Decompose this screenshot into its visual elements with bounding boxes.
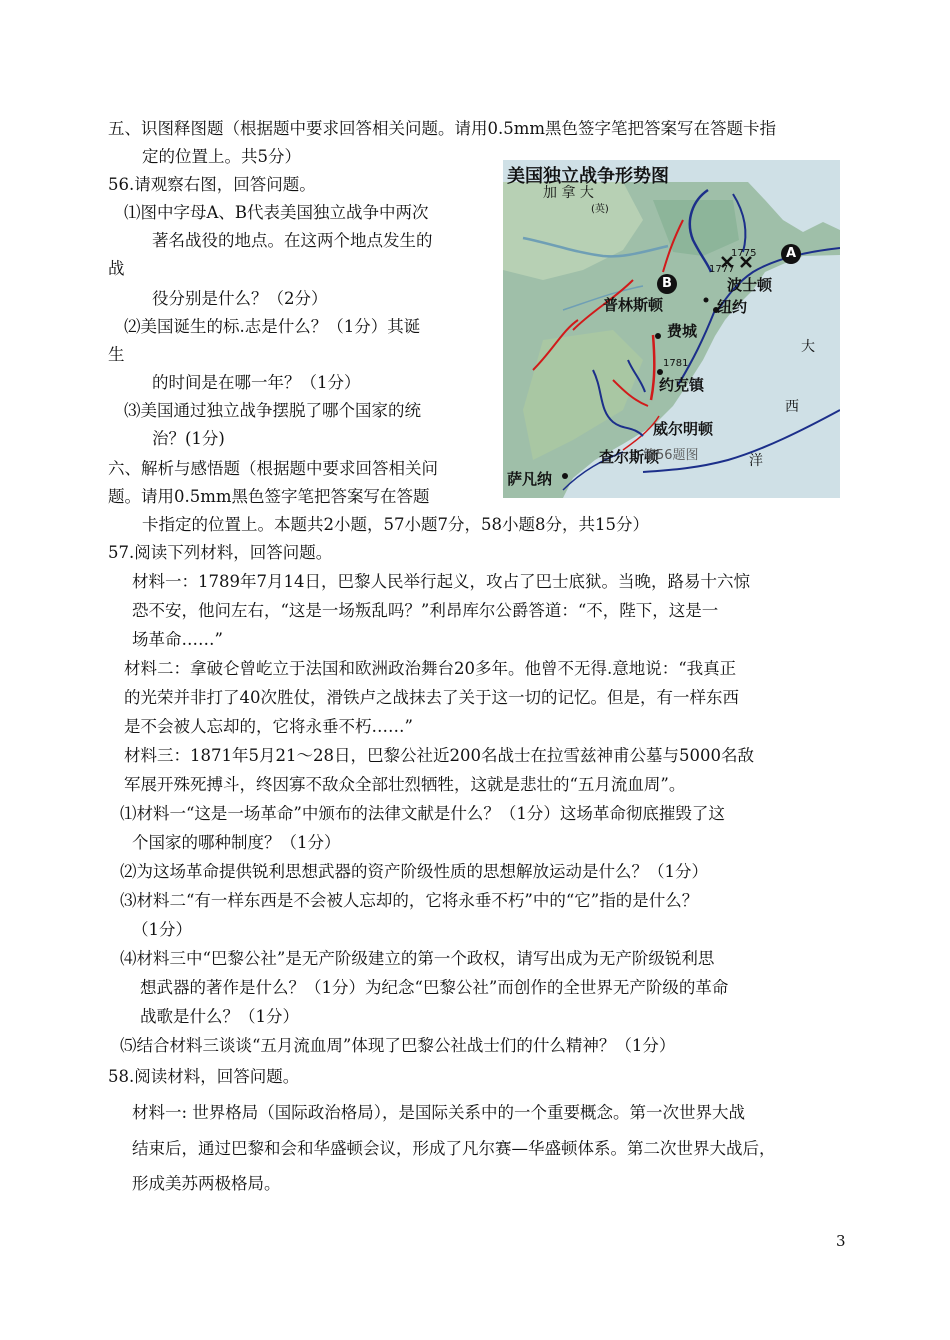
map-label-canada: 加 拿 大 <box>543 185 594 201</box>
q58-material1-line2: 结束后，通过巴黎和会和华盛顿会议，形成了凡尔赛—华盛顿体系。第二次世界大战后， <box>132 1139 776 1158</box>
section6-heading-line1: 六、解析与感悟题（根据题中要求回答相关问 <box>108 459 438 478</box>
q57-material3-line1: 材料三：1871年5月21～28日，巴黎公社近200名战士在拉雪兹神甫公墓与5000名敌 <box>124 746 754 765</box>
q57-sub3-line2: （1分） <box>132 920 192 939</box>
map-city-princeton: 普林斯顿 <box>603 296 664 314</box>
q56-part3-line1: ⑶美国通过独立战争摆脱了哪个国家的统 <box>124 401 421 420</box>
q58-material1-line1: 材料一: 世界格局（国际政治格局），是国际关系中的一个重要概念。第一次世界大战 <box>132 1103 746 1122</box>
q57-material1-line2: 恐不安，他问左右，“这是一场叛乱吗？”利昂库尔公爵答道：“不，陛下，这是一 <box>132 601 719 620</box>
map-marker-a: A <box>781 244 801 264</box>
q57-material1-line3: 场革命……” <box>132 630 223 649</box>
map-ocean-char1: 大 <box>801 339 815 355</box>
map-year-1775: 1775 <box>731 248 757 259</box>
q57-material2-line1: 材料二：拿破仑曾屹立于法国和欧洲政治舞台20多年。他曾不无得.意地说：“我真正 <box>124 659 737 678</box>
q57-sub4-line3: 战歌是什么？（1分） <box>140 1007 299 1026</box>
map-city-yorktown: 约克镇 <box>659 376 705 394</box>
map-city-boston: 波士顿 <box>727 276 773 294</box>
q57-sub2: ⑵为这场革命提供锐利思想武器的资产阶级性质的思想解放运动是什么？（1分） <box>120 862 708 881</box>
q57-sub3-line1: ⑶材料二“有一样东西是不会被人忘却的，它将永垂不朽”中的“它”指的是什么？ <box>120 891 699 910</box>
page-number: 3 <box>836 1232 846 1250</box>
independence-war-map <box>503 160 840 498</box>
map-caption: 第56题图 <box>643 448 699 463</box>
q57-material2-line2: 的光荣并非打了40次胜仗，滑铁卢之战抹去了关于这一切的记忆。但是，有一样东西 <box>124 688 739 707</box>
q57-sub4-line2: 想武器的著作是什么？（1分）为纪念“巴黎公社”而创作的全世界无产阶级的革命 <box>140 978 729 997</box>
q57-sub5: ⑸结合材料三谈谈“五月流血周”体现了巴黎公社战士们的什么精神？（1分） <box>120 1036 676 1055</box>
map-ocean-char2: 西 <box>785 399 799 415</box>
q56-part2-line2: 生 <box>108 345 125 364</box>
map-year-1781: 1781 <box>663 358 689 369</box>
q56-part1-line2: 著名战役的地点。在这两个地点发生的 <box>152 231 433 250</box>
map-city-newyork: 纽约 <box>717 298 748 316</box>
map-city-charleston: 查尔斯顿 <box>599 448 660 466</box>
q56-part1-line4: 役分别是什么？（2分） <box>152 289 328 308</box>
q57-material3-line2: 军展开殊死搏斗，终因寡不敌众全部壮烈牺牲，这就是悲壮的“五月流血周”。 <box>124 775 686 794</box>
q57-sub1-line2: 个国家的哪种制度？（1分） <box>132 833 341 852</box>
q57-stem: 57.阅读下列材料，回答问题。 <box>108 543 333 562</box>
section5-heading-line2: 定的位置上。共5分） <box>142 147 301 166</box>
map-city-philadelphia: 费城 <box>667 322 698 340</box>
map-title: 美国独立战争形势图 <box>507 166 669 187</box>
map-ocean-char3: 洋 <box>749 453 763 469</box>
map-marker-b: B <box>657 274 677 294</box>
q57-material1-line1: 材料一：1789年7月14日，巴黎人民举行起义，攻占了巴士底狱。当晚，路易十六惊 <box>132 572 750 591</box>
map-label-britain: (英) <box>591 204 609 215</box>
map-city-savannah: 萨凡纳 <box>507 470 553 488</box>
q57-material2-line3: 是不会被人忘却的，它将永垂不朽……” <box>124 717 413 736</box>
q58-material1-line3: 形成美苏两极格局。 <box>132 1174 281 1193</box>
map-city-wilmington: 威尔明顿 <box>653 420 714 438</box>
map-year-1777: 1777 <box>709 264 735 275</box>
q57-sub4-line1: ⑷材料三中“巴黎公社”是无产阶级建立的第一个政权，请写出成为无产阶级锐利思 <box>120 949 715 968</box>
q56-stem: 56.请观察右图，回答问题。 <box>108 175 316 194</box>
section6-heading-line2: 题。请用0.5mm黑色签字笔把答案写在答题 <box>108 487 430 506</box>
q56-part2-line3: 的时间是在哪一年？（1分） <box>152 373 361 392</box>
section5-heading-line1: 五、识图释图题（根据题中要求回答相关问题。请用0.5mm黑色签字笔把答案写在答题卡指 <box>108 119 777 138</box>
q58-stem: 58.阅读材料，回答问题。 <box>108 1067 300 1086</box>
section6-heading-line3: 卡指定的位置上。本题共2小题，57小题7分，58小题8分，共15分） <box>142 515 649 534</box>
q56-part2-line1: ⑵美国诞生的标.志是什么？（1分）其诞 <box>124 317 421 336</box>
q56-part1-line1: ⑴图中字母A、B代表美国独立战争中两次 <box>124 203 429 222</box>
q56-part1-line3: 战 <box>108 259 125 278</box>
q57-sub1-line1: ⑴材料一“这是一场革命”中颁布的法律文献是什么？（1分）这场革命彻底摧毁了这 <box>120 804 725 823</box>
q56-part3-line2: 治？(1分) <box>152 429 225 448</box>
